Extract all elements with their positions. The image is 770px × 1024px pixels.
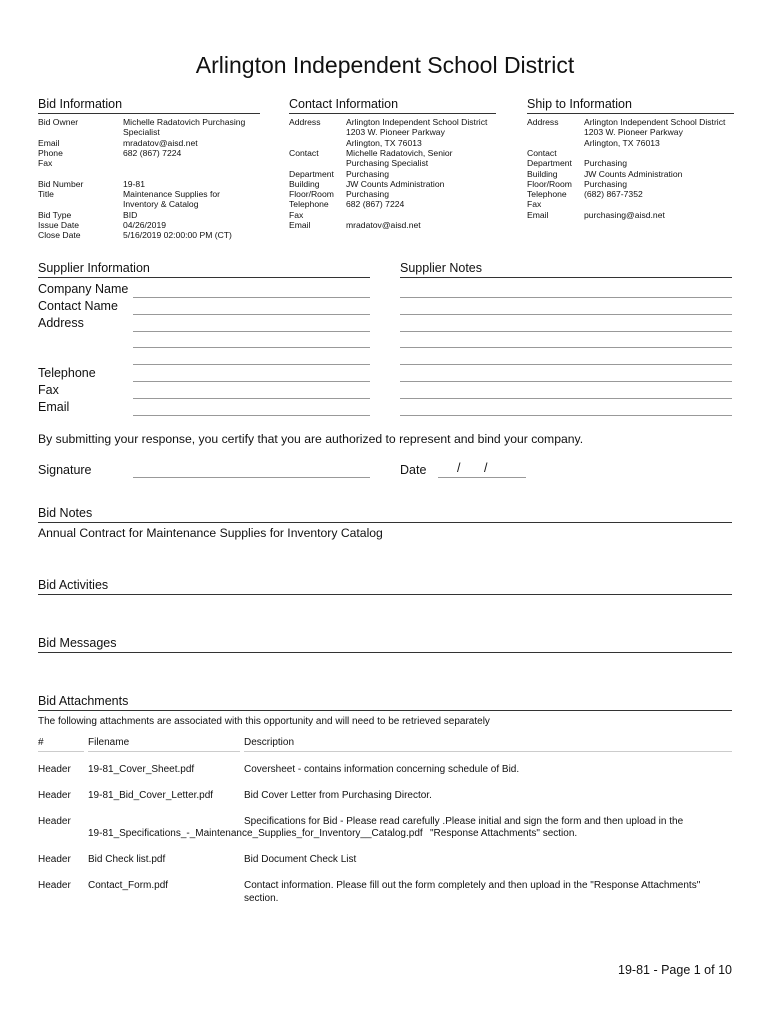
bid-attachments-heading: Bid Attachments (38, 694, 732, 711)
signature-field[interactable] (133, 477, 370, 478)
contact-name-field[interactable] (133, 314, 370, 315)
attachment-number: Header (38, 764, 71, 775)
attachment-filename[interactable]: Contact_Form.pdf (88, 880, 169, 891)
telephone-value: 682 (867) 7224 (346, 199, 405, 210)
contact-information-heading: Contact Information (289, 97, 496, 114)
bid-owner-value: Michelle Radatovich Purchasing Specialist (123, 117, 246, 138)
bid-number-value: 19-81 (123, 178, 145, 189)
date-separator: / (484, 461, 488, 475)
contact-value: Michelle Radatovich, Senior Purchasing Specialist (346, 147, 453, 169)
floor-value: Purchasing (346, 189, 389, 200)
building-value: JW Counts Administration (346, 178, 445, 189)
ship-email-value[interactable]: purchasing@aisd.net (584, 209, 665, 220)
close-date-label: Close Date (38, 230, 81, 241)
bid-type-value: BID (123, 209, 138, 220)
fax-label: Fax (38, 158, 53, 169)
attachment-description: Bid Cover Letter from Purchasing Director. (244, 790, 432, 801)
contact-name-label: Contact Name (38, 299, 118, 313)
ship-fax-label: Fax (527, 199, 542, 210)
column-header-number: # (38, 737, 84, 752)
contact-address-value: Arlington Independent School District 1203 W. Pioneer Parkway Arlington, TX 76013 (346, 117, 488, 148)
supplier-notes-line[interactable] (400, 398, 732, 399)
address-field-2[interactable] (133, 347, 370, 348)
phone-value: 682 (867) 7224 (123, 147, 182, 158)
supplier-notes-line[interactable] (400, 381, 732, 382)
supplier-notes-line[interactable] (400, 415, 732, 416)
bid-type-label: Bid Type (38, 209, 72, 220)
column-header-description: Description (244, 737, 732, 752)
telephone-label-supplier: Telephone (38, 366, 96, 380)
attachment-description: Bid Document Check List (244, 854, 357, 865)
telephone-field[interactable] (133, 381, 370, 382)
ship-department-value: Purchasing (584, 158, 627, 169)
issue-date-label: Issue Date (38, 220, 80, 230)
ship-to-panel (527, 117, 737, 227)
attachment-filename[interactable]: Bid Check list.pdf (88, 854, 166, 865)
ship-telephone-label: Telephone (527, 189, 567, 200)
email-label-supplier: Email (38, 400, 70, 414)
ship-address-value: Arlington Independent School District 1203 W. Pioneer Parkway Arlington, TX 76013 (584, 117, 726, 148)
attachment-filename[interactable]: 19-81_Cover_Sheet.pdf (88, 764, 195, 775)
telephone-label: Telephone (289, 199, 329, 210)
supplier-information-heading: Supplier Information (38, 261, 370, 278)
email-field[interactable] (133, 415, 370, 416)
contact-fax-label: Fax (289, 209, 304, 220)
ship-address-label: Address (527, 117, 559, 127)
contact-label: Contact (289, 147, 319, 158)
contact-information-panel (289, 117, 504, 247)
attachment-description: Specifications for Bid - Please read carefully .Please initial and sign the form and then upload in the (244, 816, 684, 827)
ship-telephone-value: (682) 867-7352 (584, 189, 643, 200)
bid-title-label: Title (38, 189, 54, 200)
contact-address-label: Address (289, 117, 321, 127)
page-footer: 19-81 - Page 1 of 10 (618, 963, 732, 977)
ship-email-label: Email (527, 209, 549, 220)
page-title: Arlington Independent School District (195, 52, 575, 78)
bid-owner-label: Bid Owner (38, 117, 79, 127)
contact-email-label: Email (289, 220, 311, 230)
supplier-notes-line[interactable] (400, 314, 732, 315)
email-label: Email (38, 137, 60, 148)
fax-field[interactable] (133, 398, 370, 399)
supplier-notes-line[interactable] (400, 347, 732, 348)
department-value: Purchasing (346, 168, 389, 179)
ship-floor-value: Purchasing (584, 178, 627, 189)
date-field[interactable] (438, 477, 526, 478)
address-field-1[interactable] (133, 331, 370, 332)
attachment-filename[interactable]: 19-81_Specifications_-_Maintenance_Supplies_for_Inventory__Catalog.pdf (88, 828, 423, 839)
bid-number-label: Bid Number (38, 178, 84, 189)
bid-activities-heading: Bid Activities (38, 578, 732, 595)
supplier-notes-line[interactable] (400, 364, 732, 365)
ship-building-value: JW Counts Administration (584, 168, 683, 179)
supplier-notes-heading: Supplier Notes (400, 261, 732, 278)
attachment-description-continued: "Response Attachments" section. (430, 828, 578, 839)
contact-email-value[interactable]: mradatov@aisd.net (346, 220, 421, 230)
ship-to-heading: Ship to Information (527, 97, 734, 114)
attachment-number: Header (38, 854, 71, 865)
bid-information-heading: Bid Information (38, 97, 260, 114)
bid-notes-heading: Bid Notes (38, 506, 732, 523)
bid-title-value: Maintenance Supplies for Inventory & Catalog (123, 189, 220, 210)
attachment-filename[interactable]: 19-81_Bid_Cover_Letter.pdf (88, 790, 214, 801)
attachment-description-continued: section. (244, 893, 279, 904)
attachment-number: Header (38, 880, 71, 891)
date-separator: / (457, 461, 461, 475)
company-name-label: Company Name (38, 282, 129, 296)
ship-building-label: Building (527, 168, 558, 179)
issue-date-value: 04/26/2019 (123, 220, 167, 230)
signature-label: Signature (38, 463, 92, 477)
date-label: Date (400, 463, 427, 477)
address-label: Address (38, 316, 84, 330)
ship-department-label: Department (527, 158, 572, 169)
bid-notes-text: Annual Contract for Maintenance Supplies for Inventory Catalog (38, 526, 383, 540)
building-label: Building (289, 178, 320, 189)
fax-label-supplier: Fax (38, 383, 59, 397)
bid-messages-heading: Bid Messages (38, 636, 732, 653)
email-value[interactable]: mradatov@aisd.net (123, 137, 198, 148)
attachment-number: Header (38, 790, 71, 801)
company-name-field[interactable] (133, 297, 370, 298)
attachment-number: Header (38, 816, 71, 827)
supplier-notes-line[interactable] (400, 331, 732, 332)
bid-information-panel (38, 117, 268, 247)
address-field-3[interactable] (133, 364, 370, 365)
column-header-filename: Filename (88, 737, 240, 752)
close-date-value: 5/16/2019 02:00:00 PM (CT) (123, 230, 232, 241)
attachments-intro: The following attachments are associated with this opportunity and will need to be retrieved separately (38, 716, 490, 727)
ship-contact-label: Contact (527, 147, 557, 158)
phone-label: Phone (38, 147, 63, 158)
certification-statement: By submitting your response, you certify that you are authorized to represent and bind your company. (38, 432, 584, 446)
supplier-notes-line[interactable] (400, 297, 732, 298)
ship-floor-label: Floor/Room (527, 178, 572, 189)
floor-label: Floor/Room (289, 189, 334, 200)
attachment-description: Coversheet - contains information concerning schedule of Bid. (244, 764, 520, 775)
attachment-description: Contact information. Please fill out the form completely and then upload in the "Response Attachments" (244, 880, 701, 891)
department-label: Department (289, 168, 334, 179)
